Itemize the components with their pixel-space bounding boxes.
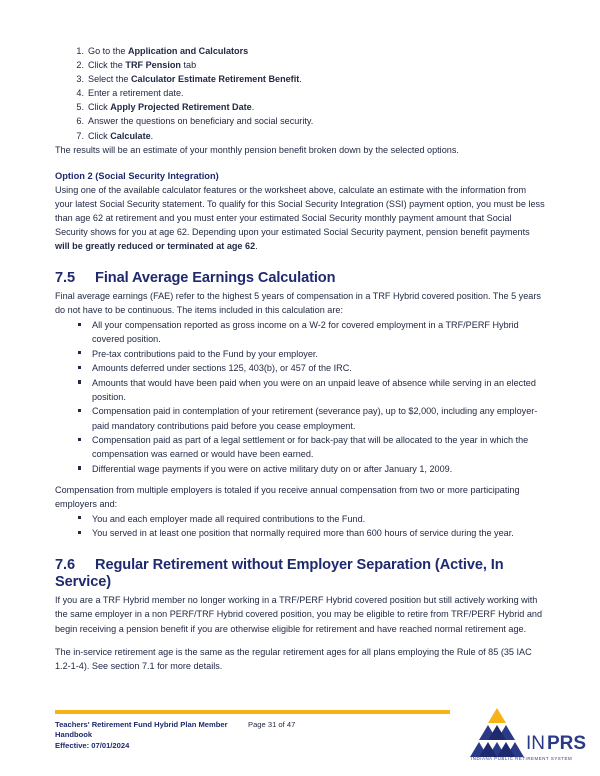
square-bullet-icon [78, 531, 81, 534]
square-bullet-icon [78, 409, 81, 412]
option-2-text-bold: will be greatly reduced or terminated at age 62 [55, 241, 256, 252]
section-75-intro: Final average earnings (FAE) refer to the highest 5 years of compensation in a TRF Hybrid covered position. The 5 years do not have to be continuous. The items included in this calculation are: [55, 291, 541, 316]
list-item [55, 512, 545, 526]
logo-apex-triangle [488, 708, 506, 723]
list-item-text: Compensation paid as part of a legal settlement or for back-pay that will be allocated to the year in which the compensation was earned or would have been earned. [92, 435, 529, 460]
list-item-text-post: . [150, 130, 154, 141]
logo-tagline: INDIANA PUBLIC RETIREMENT SYSTEM [471, 756, 573, 761]
logo-wordmark-in: IN [526, 733, 545, 754]
section-75-heading [55, 270, 545, 287]
footer-title-line-2: Handbook [55, 730, 93, 740]
list-item [55, 404, 545, 432]
list-item-text-pre: Click [88, 102, 111, 113]
list-item [55, 462, 545, 476]
section-76-paragraph-2: The in-service retirement age is the same as the regular retirement ages for all plans employing the Rule of 85 (35 IAC 1.2-1-4). See section 7.1 for more details. [55, 646, 532, 671]
list-item [55, 86, 545, 100]
list-item-number: 2. [76, 60, 84, 71]
list-item-text-bold: Calculate [110, 130, 151, 141]
steps-list [55, 44, 545, 143]
footer [55, 720, 295, 751]
list-item [55, 100, 545, 114]
list-item [55, 58, 545, 72]
list-item-text: You and each employer made all required contributions to the Fund. [92, 513, 366, 524]
section-76-paragraph-1: If you are a TRF Hybrid member no longer working in a TRF/PERF Hybrid covered position but still actively working with the same employer in a non PERF/TRF Hybrid covered position, you may be eligible to retire from TRF/PERF Hybrid and begin receiving a pension benefit if you are otherwise eligible for retirement and have reached normal retirement age. [55, 595, 543, 634]
list-item-number: 7. [76, 130, 84, 141]
option-2-heading: Option 2 (Social Security Integration) [55, 170, 219, 181]
list-item-text-pre: Answer the questions on beneficiary and social security. [88, 116, 314, 127]
section-76-title: Regular Retirement without Employer Separation (Active, In Service) [55, 557, 504, 591]
multi-employer-intro: Compensation from multiple employers is totaled if you receive annual compensation from two or more participating employers and: [55, 484, 520, 510]
inprs-logo [466, 704, 586, 762]
list-item-text-pre: Select the [88, 74, 131, 85]
list-item [55, 526, 545, 540]
option-2-paragraph [55, 183, 545, 253]
square-bullet-icon [78, 438, 81, 441]
option-2-text-pre: Using one of the available calculator features or the worksheet above, calculate an estimate with the information from your latest Social Security statement. To qualify for this Social Security Integration (SSI) payment option, you must be less than age 62 at retirement and you must enter your estimated Social Security monthly payment amount that Social Security shows for you at age 62. Depending upon your estimated Social Security payment, pension benefit payments [55, 184, 545, 238]
list-item-text: All your compensation reported as gross income on a W-2 for covered employment in a TRF/PERF Hybrid covered position. [92, 319, 519, 344]
list-item-text-post: . [299, 74, 302, 85]
section-75-number: 7.5 [55, 270, 75, 287]
list-item-text: Amounts that would have been paid when you were on an unpaid leave of absence while serving in an elected position. [92, 377, 536, 402]
list-item [55, 347, 545, 361]
list-item-text-bold: Application and Calculators [127, 46, 249, 56]
square-bullet-icon [78, 380, 81, 383]
list-item-text-pre: Enter a retirement date. [88, 88, 184, 99]
list-item [55, 433, 545, 461]
square-bullet-icon [78, 516, 81, 519]
square-bullet-icon [78, 323, 81, 326]
footer-page-number: Page 31 of 47 [248, 720, 296, 729]
list-item-text-bold: Apply Projected Retirement Date [110, 102, 252, 113]
square-bullet-icon [78, 351, 81, 354]
list-item [55, 318, 545, 346]
list-item-text: Compensation paid in contemplation of your retirement (severance pay), up to $2,000, including any employer-paid mandatory contributions paid before you cease employment. [92, 406, 538, 431]
page-content [55, 0, 545, 673]
list-item-text: Differential wage payments if you were on active military duty on or after January 1, 2009. [92, 463, 453, 474]
list-item-number: 5. [76, 102, 84, 113]
multi-employer-bullets [55, 512, 545, 541]
logo-wordmark-prs: PRS [547, 733, 586, 754]
list-item-number: 4. [76, 88, 84, 99]
list-item-text-pre: Go to the [88, 46, 128, 56]
section-75-title: Final Average Earnings Calculation [95, 270, 336, 287]
section-75-bullets [55, 318, 545, 476]
list-item-text-pre: Click the [88, 60, 126, 71]
square-bullet-icon [78, 466, 81, 469]
list-item-text: Amounts deferred under sections 125, 403(b), or 457 of the IRC. [92, 363, 352, 374]
list-item [55, 44, 545, 58]
list-item [55, 114, 545, 128]
list-item-text-pre: Click [88, 130, 111, 141]
steps-result-paragraph: The results will be an estimate of your monthly pension benefit broken down by the selected options. [55, 144, 459, 155]
list-item-text: Pre-tax contributions paid to the Fund by your employer. [92, 348, 318, 359]
footer-title-block [55, 720, 248, 751]
list-item [55, 376, 545, 404]
list-item-text: You served in at least one position that normally required more than 600 hours of service during the year. [92, 528, 514, 539]
list-item-text-post: . [251, 102, 255, 113]
list-item-text-bold: TRF Pension [125, 60, 181, 71]
list-item-text-post: tab [180, 60, 197, 71]
list-item-text-bold: Calculator Estimate Retirement Benefit [130, 74, 300, 85]
inprs-logo-graphic [466, 704, 586, 762]
list-item-number: 3. [76, 74, 84, 85]
section-76-heading [55, 557, 545, 591]
list-item-number: 6. [76, 116, 84, 127]
option-2-text-post: . [255, 241, 258, 252]
square-bullet-icon [78, 366, 81, 369]
footer-divider [55, 710, 450, 714]
list-item [55, 72, 545, 86]
footer-effective-date: Effective: 07/01/2024 [55, 740, 130, 750]
list-item-number: 1. [76, 46, 84, 56]
footer-title-line-1: Teachers' Retirement Fund Hybrid Plan Member [55, 720, 228, 729]
section-76-number: 7.6 [55, 557, 75, 574]
list-item [55, 129, 545, 143]
list-item [55, 361, 545, 375]
